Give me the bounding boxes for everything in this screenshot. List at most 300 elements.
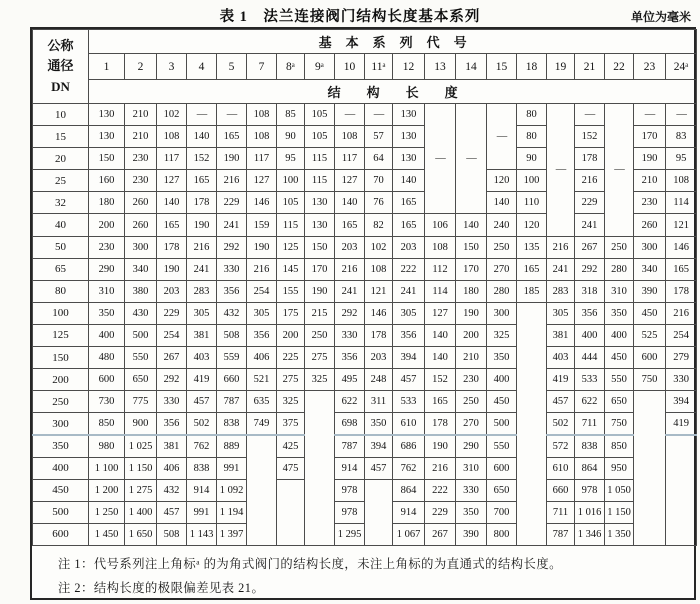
length-cell: 178 [425,413,456,435]
length-cell: 978 [335,479,365,501]
length-cell: 521 [247,369,277,391]
length-cell: 275 [305,347,335,369]
length-cell: 203 [393,236,425,258]
length-cell: 457 [393,369,425,391]
length-cell: 318 [575,280,605,302]
length-cell: 1 016 [575,501,605,523]
length-cell: 178 [666,280,697,302]
length-cell: 914 [393,501,425,523]
length-cell: 150 [305,236,335,258]
length-cell: 650 [487,479,517,501]
length-cell: 600 [89,369,125,391]
length-cell: 190 [305,280,335,302]
dn-row-header: 125 [33,324,89,346]
length-cell: 400 [89,324,125,346]
column-header: 10 [335,54,365,80]
length-cell: 711 [575,413,605,435]
length-cell: 850 [89,413,125,435]
column-header: 5 [217,54,247,80]
length-cell [634,391,666,546]
column-header: 13 [425,54,456,80]
length-cell: 152 [425,369,456,391]
header-row-codes [33,54,697,80]
length-cell: — [456,104,487,214]
page-title: 表 1 法兰连接阀门结构长度基本系列 [219,9,481,25]
length-cell: 457 [157,501,187,523]
table-row [33,302,697,324]
length-cell: 730 [89,391,125,413]
length-cell: 432 [157,479,187,501]
length-cell: 610 [393,413,425,435]
length-cell: 292 [217,236,247,258]
length-cell: 115 [277,214,305,236]
length-cell: 108 [365,258,393,280]
length-cell: 762 [187,435,217,457]
column-header: 22 [605,54,634,80]
length-cell: 121 [365,280,393,302]
length-cell: 270 [456,413,487,435]
length-cell: 216 [217,170,247,192]
length-cell: 550 [487,435,517,457]
length-cell: 356 [157,413,187,435]
length-cell: 533 [393,391,425,413]
length-cell: 100 [277,170,305,192]
length-cell: 300 [634,236,666,258]
length-cell: 190 [247,236,277,258]
structural-length-table [32,29,697,546]
length-cell: 57 [365,126,393,148]
length-cell: 150 [456,236,487,258]
length-cell: 508 [217,324,247,346]
length-cell: 165 [217,126,247,148]
length-cell: 165 [393,214,425,236]
length-cell: 356 [335,347,365,369]
length-cell: 350 [605,302,634,324]
length-cell: 130 [305,214,335,236]
length-cell: 394 [393,347,425,369]
column-header: 14 [456,54,487,80]
length-cell: 82 [365,214,393,236]
length-cell: 178 [187,192,217,214]
length-cell: — [217,104,247,126]
length-cell: 170 [634,126,666,148]
length-cell: 127 [157,170,187,192]
length-cell: 381 [157,435,187,457]
dn-row-header: 40 [33,214,89,236]
length-cell: 105 [305,126,335,148]
length-cell: 698 [335,413,365,435]
length-cell: 210 [456,347,487,369]
length-cell: 140 [335,192,365,214]
length-cell: 1 346 [575,523,605,545]
corner-header [33,30,89,104]
length-cell: 572 [547,435,575,457]
length-cell: 394 [666,391,697,413]
header-row-length [33,80,697,104]
length-cell: 210 [125,104,157,126]
length-cell: — [187,104,217,126]
length-cell: 350 [365,413,393,435]
length-cell: 305 [547,302,575,324]
length-cell: 711 [547,501,575,523]
length-cell: 978 [575,479,605,501]
length-cell: — [487,104,517,170]
length-cell: 850 [605,435,634,457]
column-header: 19 [547,54,575,80]
length-cell: 190 [217,148,247,170]
column-header: 11ᵃ [365,54,393,80]
length-cell: 117 [157,148,187,170]
length-cell: 864 [393,479,425,501]
dn-row-header: 15 [33,126,89,148]
length-cell: 80 [517,104,547,126]
table-row [33,347,697,369]
note-2: 注 2：结构长度的极限偏差见表 21。 [58,580,265,595]
length-cell: 290 [456,435,487,457]
length-cell: 117 [247,148,277,170]
length-cell: 106 [425,214,456,236]
length-cell: 457 [547,391,575,413]
column-header: 1 [89,54,125,80]
length-cell: 190 [187,214,217,236]
length-cell: 559 [217,347,247,369]
column-header: 2 [125,54,157,80]
length-cell: 991 [217,457,247,479]
length-cell: 90 [277,126,305,148]
length-cell: 260 [125,214,157,236]
length-cell [365,479,393,545]
length-cell: 120 [517,214,547,236]
length-cell: 248 [365,369,393,391]
length-cell: 400 [575,324,605,346]
length-cell: 267 [157,347,187,369]
length-cell: 300 [125,236,157,258]
length-cell: 1 050 [605,479,634,501]
length-cell: 600 [634,347,666,369]
length-cell: 229 [217,192,247,214]
length-cell: 279 [666,347,697,369]
length-cell: 170 [305,258,335,280]
length-cell: 400 [487,369,517,391]
length-cell: 838 [575,435,605,457]
length-cell: 190 [456,302,487,324]
length-cell: 305 [187,302,217,324]
length-cell: — [425,104,456,214]
table-row [33,236,697,258]
length-cell: 330 [217,258,247,280]
length-cell: 356 [575,302,605,324]
length-cell: 125 [277,236,305,258]
length-cell: 146 [666,236,697,258]
length-cell: 260 [125,192,157,214]
length-cell: 222 [425,479,456,501]
length-cell: 175 [277,302,305,324]
table-row [33,148,697,170]
length-cell: 127 [247,170,277,192]
length-cell: 430 [125,302,157,324]
length-cell: 310 [89,280,125,302]
length-cell: 140 [425,347,456,369]
length-cell [517,302,547,545]
length-cell: 210 [125,126,157,148]
column-header: 7 [247,54,277,80]
length-cell: 64 [365,148,393,170]
length-cell: 305 [247,302,277,324]
length-cell: 80 [517,126,547,148]
length-cell: 635 [247,391,277,413]
length-cell: 159 [247,214,277,236]
length-cell: 165 [393,192,425,214]
length-cell: 203 [335,236,365,258]
length-cell: 1 150 [605,501,634,523]
length-cell: 406 [157,457,187,479]
length-cell: 1 092 [217,479,247,501]
length-cell: 356 [393,324,425,346]
length-cell: 140 [456,214,487,236]
length-cell: 980 [89,435,125,457]
length-cell: 216 [575,170,605,192]
length-cell: 1 350 [605,523,634,545]
length-cell: 1 025 [125,435,157,457]
length-cell: 660 [217,369,247,391]
table-row [33,457,697,479]
length-cell: 330 [456,479,487,501]
length-cell: 254 [247,280,277,302]
dn-row-header: 250 [33,391,89,413]
length-cell: 330 [157,391,187,413]
length-cell: 800 [487,523,517,545]
length-cell: 1 295 [335,523,365,545]
length-cell: 350 [89,302,125,324]
length-cell: 117 [335,148,365,170]
length-cell: 225 [277,347,305,369]
table-row [33,324,697,346]
length-cell: 450 [605,347,634,369]
length-cell: 160 [89,170,125,192]
length-cell: 100 [517,170,547,192]
dn-row-header: 10 [33,104,89,126]
length-cell: 108 [157,126,187,148]
dn-row-header: 50 [33,236,89,258]
length-cell: 650 [605,391,634,413]
length-cell: 155 [277,280,305,302]
length-cell: 267 [425,523,456,545]
length-cell: 292 [335,302,365,324]
length-cell: 216 [187,236,217,258]
length-cell: 216 [335,258,365,280]
length-cell: 450 [487,391,517,413]
length-cell: 787 [547,523,575,545]
length-cell: 108 [335,126,365,148]
length-cell: 356 [247,324,277,346]
length-cell: 419 [547,369,575,391]
length-cell: 432 [217,302,247,324]
column-header: 12 [393,54,425,80]
length-cell: 444 [575,347,605,369]
length-cell: 325 [277,391,305,413]
dn-row-header: 500 [33,501,89,523]
table-row [33,192,697,214]
title-bar [0,3,700,25]
length-cell: 390 [456,523,487,545]
length-cell: 914 [335,457,365,479]
length-cell: 241 [547,258,575,280]
length-cell: 457 [187,391,217,413]
length-cell: 550 [605,369,634,391]
length-cell: 1 100 [89,457,125,479]
length-cell [247,435,277,545]
length-cell: 300 [487,302,517,324]
length-cell: 140 [157,192,187,214]
length-cell: 283 [187,280,217,302]
length-cell: 350 [487,347,517,369]
length-cell: 70 [365,170,393,192]
length-cell: 190 [634,148,666,170]
corner-header-line: 公称 [47,38,74,54]
length-cell: 241 [217,214,247,236]
length-cell: 135 [517,236,547,258]
length-cell: 381 [187,324,217,346]
length-cell: 500 [125,324,157,346]
dn-row-header: 300 [33,413,89,435]
length-cell: 275 [277,369,305,391]
length-cell: 305 [393,302,425,324]
length-cell: 280 [605,258,634,280]
dn-row-header: 25 [33,170,89,192]
length-cell: 185 [517,280,547,302]
length-cell: 864 [575,457,605,479]
length-cell: 502 [187,413,217,435]
length-cell: 292 [575,258,605,280]
length-cell: 130 [393,126,425,148]
length-cell: 283 [547,280,575,302]
length-cell: 254 [157,324,187,346]
length-cell: 1 143 [187,523,217,545]
length-cell: 102 [157,104,187,126]
length-cell: 267 [575,236,605,258]
length-cell: 750 [605,413,634,435]
column-header: 24ᵃ [666,54,697,80]
length-cell: 178 [575,148,605,170]
length-cell: 146 [247,192,277,214]
length-cell: 152 [575,126,605,148]
length-cell: 495 [335,369,365,391]
table-frame [30,27,696,600]
length-cell: 762 [393,457,425,479]
length-cell: 250 [487,236,517,258]
length-cell: 950 [605,457,634,479]
length-cell: — [547,104,575,237]
length-cell: 1 650 [125,523,157,545]
length-cell: 127 [335,170,365,192]
length-cell: 838 [217,413,247,435]
dn-row-header: 80 [33,280,89,302]
length-cell: 390 [634,280,666,302]
length-cell: 200 [456,324,487,346]
length-cell: 889 [217,435,247,457]
length-cell: 216 [247,258,277,280]
length-cell: 400 [605,324,634,346]
length-cell: — [605,104,634,237]
length-cell: 95 [277,148,305,170]
length-cell: 900 [125,413,157,435]
length-cell: 749 [247,413,277,435]
table-row [33,170,697,192]
length-cell: 210 [634,170,666,192]
table-row [33,435,697,457]
length-cell: 419 [187,369,217,391]
length-cell: 165 [187,170,217,192]
dn-row-header: 400 [33,457,89,479]
length-cell: 403 [547,347,575,369]
table-body [33,104,697,546]
table-row [33,214,697,236]
length-cell: 85 [277,104,305,126]
length-cell: 108 [247,104,277,126]
length-cell: 686 [393,435,425,457]
length-cell: 200 [277,324,305,346]
length-cell: 502 [547,413,575,435]
length-cell: 120 [487,170,517,192]
length-cell: 311 [365,391,393,413]
length-cell: 222 [393,258,425,280]
table-row [33,104,697,126]
length-cell: 241 [393,280,425,302]
length-cell: 475 [277,457,305,479]
length-cell: 216 [666,302,697,324]
length-cell: 250 [456,391,487,413]
length-cell: 1 194 [217,501,247,523]
length-cell: 330 [335,324,365,346]
length-cell: 140 [425,324,456,346]
length-cell: 914 [187,479,217,501]
length-cell: 550 [125,347,157,369]
length-cell: 425 [277,435,305,457]
length-cell: 508 [157,523,187,545]
column-header: 21 [575,54,605,80]
length-cell: 108 [247,126,277,148]
column-header: 9ᵃ [305,54,335,80]
length-cell: 1 397 [217,523,247,545]
length-cell: — [365,104,393,126]
column-header: 15 [487,54,517,80]
length-cell: 978 [335,501,365,523]
length-cell: 114 [666,192,697,214]
length-cell: 240 [487,214,517,236]
length-cell: 83 [666,126,697,148]
length-cell: 203 [157,280,187,302]
length-cell: 229 [575,192,605,214]
table-row [33,479,697,501]
length-cell: 330 [666,369,697,391]
length-cell: 241 [575,214,605,236]
length-cell: 450 [634,302,666,324]
length-cell: 165 [335,214,365,236]
length-cell: 170 [456,258,487,280]
length-cell: 1 150 [125,457,157,479]
length-cell: 622 [335,391,365,413]
length-cell: 108 [666,170,697,192]
length-cell: 146 [365,302,393,324]
length-cell: 121 [666,214,697,236]
unit-note: 单位为毫米 [630,10,691,24]
dn-row-header: 450 [33,479,89,501]
length-cell: 380 [125,280,157,302]
length-cell: 381 [547,324,575,346]
length-cell: 254 [666,324,697,346]
length-cell: 230 [125,148,157,170]
length-cell: 230 [125,170,157,192]
